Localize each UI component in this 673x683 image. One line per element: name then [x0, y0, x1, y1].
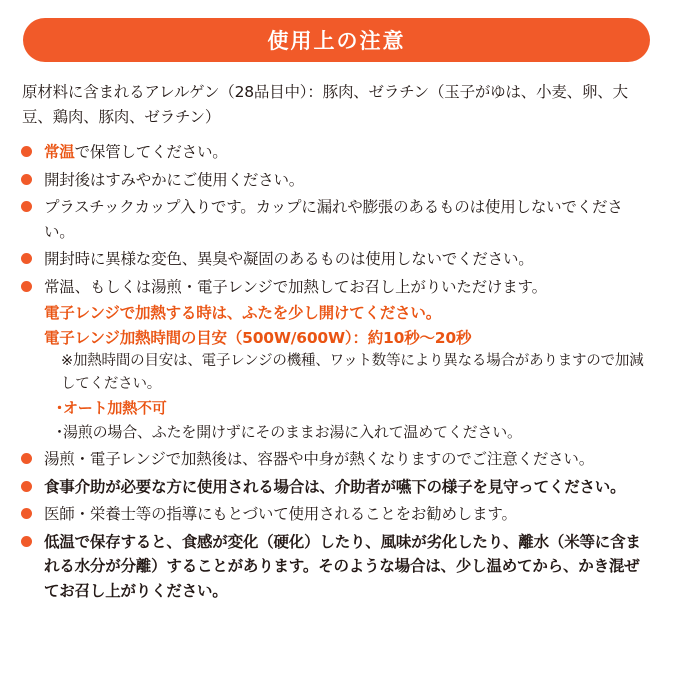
heating-sub-block	[44, 301, 653, 444]
heating-dot-item	[44, 396, 653, 420]
notice-list	[20, 140, 653, 603]
bullet-icon	[21, 481, 32, 492]
heating-dot-text: オート加熱不可	[63, 399, 167, 418]
notice-text: プラスチックカップ入りです。カップに漏れや膨張のあるものは使用しないでください。	[44, 198, 623, 241]
bullet-icon	[21, 453, 32, 464]
list-item	[20, 447, 653, 471]
bullet-icon	[21, 174, 32, 185]
heating-dot-item	[44, 420, 653, 444]
list-item	[20, 530, 653, 603]
notice-text: 開封後はすみやかにご使用ください。	[44, 170, 305, 189]
notice-page	[0, 18, 673, 683]
list-item	[20, 168, 653, 192]
notice-text: 常温、もしくは湯煎・電子レンジで加熱してお召し上がりいただけます。	[44, 277, 547, 296]
list-item	[20, 247, 653, 271]
list-item	[20, 140, 653, 164]
bullet-icon	[21, 508, 32, 519]
page-title: 使用上の注意	[267, 29, 406, 53]
heating-note: ※加熱時間の目安は、電子レンジの機種、ワット数等により異なる場合がありますので加減してください。	[61, 353, 644, 393]
notice-text: 湯煎・電子レンジで加熱後は、容器や中身が熱くなりますのでご注意ください。	[44, 450, 595, 469]
notice-text: 医師・栄養士等の指導にもとづいて使用されることをお勧めします。	[44, 505, 517, 524]
bullet-icon	[21, 201, 32, 212]
list-item	[20, 475, 653, 499]
heating-sub-line: 電子レンジ加熱時間の目安（500W/600W）：約10秒〜20秒	[44, 328, 472, 347]
bullet-icon	[21, 281, 32, 292]
page-title-bar	[23, 18, 650, 62]
heating-sub-line: 電子レンジで加熱する時は、ふたを少し開けてください。	[44, 304, 442, 323]
list-item	[20, 195, 653, 244]
bullet-icon	[21, 146, 32, 157]
heating-dot-text: 湯煎の場合、ふたを開けずにそのままお湯に入れて温めてください。	[63, 423, 522, 442]
dot-icon: ・	[52, 399, 67, 418]
bullet-icon	[21, 536, 32, 547]
bullet-icon	[21, 253, 32, 264]
notice-text: 低温で保存すると、食感が変化（硬化）したり、風味が劣化したり、離水（米等に含まれる水分が分離）することがあります。そのような場合は、少し温めてから、かき混ぜてお召し上がりください。	[44, 532, 641, 600]
notice-text: 食事介助が必要な方に使用される場合は、介助者が嚥下の様子を見守ってください。	[44, 477, 626, 496]
allergen-statement: 原材料に含まれるアレルゲン（28品目中）：豚肉、ゼラチン（玉子がゆは、小麦、卵、大豆、鶏肉、豚肉、ゼラチン）	[22, 83, 628, 127]
notice-text: 開封時に異様な変色、異臭や凝固のあるものは使用しないでください。	[44, 250, 534, 269]
notice-lead: 常温	[44, 143, 75, 162]
notice-text: で保管してください。	[74, 143, 228, 162]
list-item-heating	[20, 275, 653, 445]
dot-icon: ・	[52, 423, 67, 442]
list-item	[20, 502, 653, 526]
